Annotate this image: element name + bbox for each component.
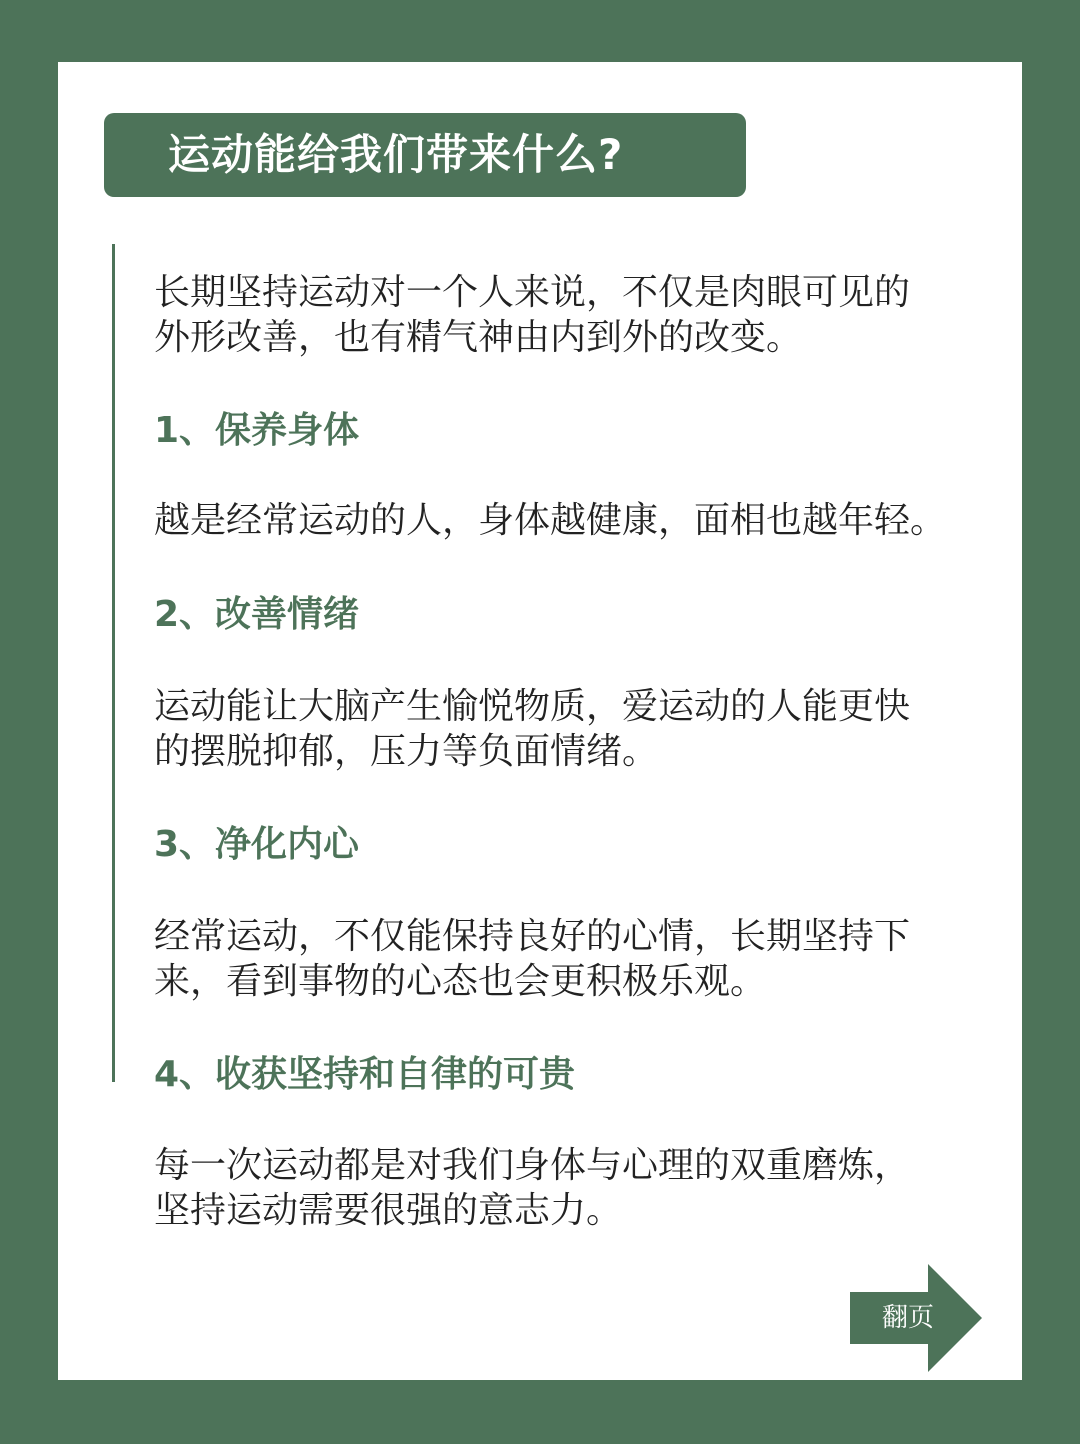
intro-line: 长期坚持运动对一个人来说，不仅是肉眼可见的 bbox=[154, 272, 911, 313]
intro-line: 外形改善，也有精气神由内到外的改变。 bbox=[154, 317, 803, 358]
accent-divider-line bbox=[112, 244, 115, 1082]
next-page-button[interactable] bbox=[850, 1264, 982, 1372]
title-banner bbox=[104, 113, 746, 197]
intro-paragraph bbox=[154, 270, 994, 360]
section-paragraph-2 bbox=[154, 684, 994, 774]
section-heading-2: 2、改善情绪 bbox=[154, 594, 360, 635]
section-paragraph-3 bbox=[154, 914, 994, 1004]
section-line: 经常运动，不仅能保持良好的心情，长期坚持下 bbox=[154, 916, 911, 957]
section-heading-3: 3、净化内心 bbox=[154, 824, 360, 865]
section-line: 的摆脱抑郁，压力等负面情绪。 bbox=[154, 731, 659, 772]
section-paragraph-4 bbox=[154, 1143, 994, 1233]
section-line: 每一次运动都是对我们身体与心理的双重磨炼， bbox=[154, 1145, 911, 1186]
section-line: 运动能让大脑产生愉悦物质，爱运动的人能更快 bbox=[154, 686, 911, 727]
section-paragraph-1 bbox=[154, 498, 994, 543]
section-heading-4: 4、收获坚持和自律的可贵 bbox=[154, 1054, 576, 1095]
section-line: 越是经常运动的人，身体越健康，面相也越年轻。 bbox=[154, 500, 947, 541]
section-line: 来，看到事物的心态也会更积极乐观。 bbox=[154, 961, 767, 1002]
page-title: 运动能给我们带来什么? bbox=[168, 130, 624, 179]
next-page-label: 翻页 bbox=[881, 1303, 934, 1333]
section-line: 坚持运动需要很强的意志力。 bbox=[154, 1190, 623, 1231]
section-heading-1: 1、保养身体 bbox=[154, 410, 360, 451]
